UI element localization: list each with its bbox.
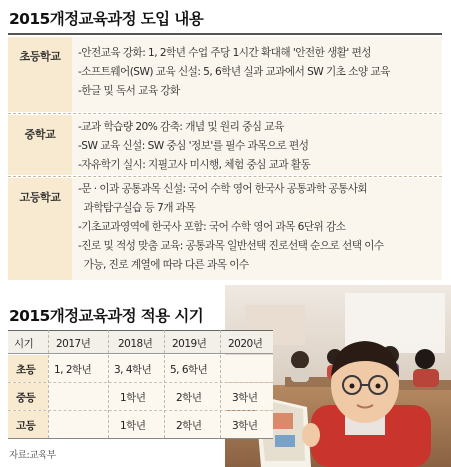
- section-label: 중학교: [24, 128, 56, 141]
- column-divider: [48, 330, 49, 438]
- section-elementary: [8, 37, 442, 112]
- table-cell: 1학년: [120, 420, 146, 432]
- table-header-cell: 2019년: [172, 338, 207, 350]
- section-line: -문 · 이과 공통과목 신설: 국어 수학 영어 한국사 공통과학 공통사회: [78, 183, 368, 195]
- top-rule: [8, 33, 442, 35]
- section-line: -소프트웨어(SW) 교육 신설: 5, 6학년 실과 교과에서 SW 기초 소양 교육: [78, 66, 390, 78]
- section-body: [78, 44, 440, 101]
- section-line: -교과 학습량 20% 감축: 개념 및 원리 중심 교육: [78, 121, 284, 133]
- section-divider: [8, 176, 442, 177]
- section-label: 초등학교: [19, 50, 61, 63]
- section-line: 가능, 진로 계열에 따라 다른 과목 이수: [78, 259, 249, 271]
- section-line: -SW 교육 신설: SW 중심 '정보'를 필수 과목으로 편성: [78, 140, 309, 152]
- table-cell: 2학년: [176, 420, 202, 432]
- section-body: [78, 118, 440, 175]
- table-cell: 1, 2학년: [54, 364, 92, 376]
- table-cell: 3학년: [232, 392, 258, 404]
- table-cell: 5, 6학년: [170, 364, 208, 376]
- table-cell: 3, 4학년: [114, 364, 152, 376]
- table-cell: 2학년: [176, 392, 202, 404]
- section-line: -안전교육 강화: 1, 2학년 수업 주당 1시간 확대해 '안전한 생활' 편성: [78, 47, 371, 59]
- source-note: 자료:교육부: [9, 450, 56, 461]
- column-divider: [108, 330, 109, 438]
- intro-title: 2015개정교육과정 도입 내용: [9, 10, 204, 28]
- table-cell: 1학년: [120, 392, 146, 404]
- table-header-cell: 시기: [14, 338, 34, 350]
- section-line: -진로 및 적성 맞춤 교육: 공통과목 일반선택 진로선택 순으로 선택 이수: [78, 240, 384, 252]
- table-cell: 3학년: [232, 420, 258, 432]
- table-header-cell: 2020년: [228, 338, 263, 350]
- section-body: [78, 180, 440, 275]
- section-head: [8, 115, 72, 175]
- section-line: -자유학기 실시: 지필고사 미시행, 체험 중심 교과 활동: [78, 159, 311, 171]
- table-header-cell: 2018년: [118, 338, 153, 350]
- section-label: 고등학교: [19, 191, 61, 204]
- row-label: 중등: [16, 392, 36, 404]
- table-bottom-rule: [8, 438, 273, 439]
- section-line: 과학탐구실습 등 7개 과목: [78, 202, 196, 214]
- section-line: -한글 및 독서 교육 강화: [78, 85, 180, 97]
- section-middle: [8, 115, 442, 175]
- schedule-title: 2015개정교육과정 적용 시기: [9, 307, 204, 325]
- column-divider: [164, 330, 165, 438]
- table-header-cell: 2017년: [56, 338, 91, 350]
- section-line: -기초교과영역에 한국사 포함: 국어 수학 영어 과목 6단위 감소: [78, 221, 346, 233]
- row-label: 고등: [16, 420, 36, 432]
- section-divider: [8, 113, 442, 114]
- row-label: 초등: [16, 364, 36, 376]
- section-high: [8, 178, 442, 280]
- column-divider: [220, 330, 221, 438]
